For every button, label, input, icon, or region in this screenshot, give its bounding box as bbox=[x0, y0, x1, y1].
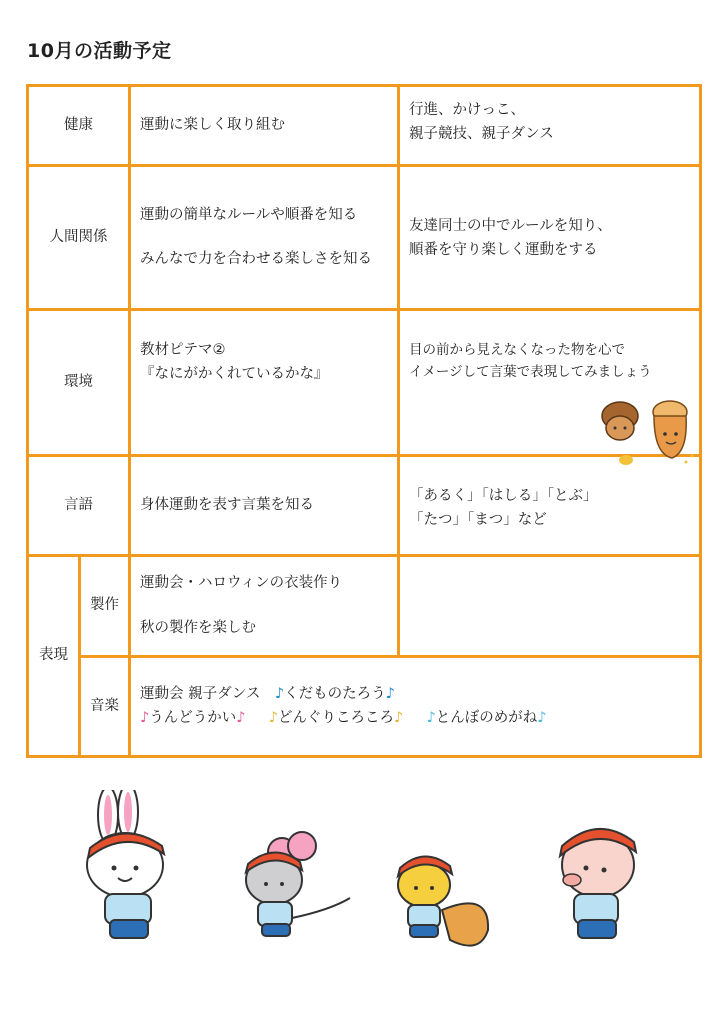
pig-icon bbox=[560, 829, 636, 938]
aim-seisaku bbox=[130, 556, 399, 657]
song-donguri: どんぐりころころ bbox=[278, 709, 395, 726]
music-note-icon: ♪ bbox=[268, 709, 279, 726]
music-note-icon: ♪ bbox=[274, 685, 285, 702]
category-ningen: 人間関係 bbox=[28, 166, 130, 310]
aim-gengo: 身体運動を表す言葉を知る bbox=[130, 456, 399, 556]
music-note-icon: ♪ bbox=[385, 685, 395, 702]
activity-ningen-line1: 友達同士の中でルールを知り、 bbox=[409, 217, 612, 234]
song-tonbo: とんぼのめがね bbox=[435, 709, 538, 726]
category-kankyou: 環境 bbox=[28, 310, 130, 456]
music-note-icon: ♪ bbox=[140, 709, 150, 726]
song-kudamonotarou: くだものたろう bbox=[284, 685, 386, 702]
row-ongaku bbox=[28, 657, 701, 757]
category-gengo: 言語 bbox=[28, 456, 130, 556]
activity-gengo-line2: 「たつ」「まつ」など bbox=[409, 511, 547, 528]
activity-kenkou-line1: 行進、かけっこ、 bbox=[409, 102, 525, 118]
aim-ningen-line1: 運動の簡単なルールや順番を知る bbox=[140, 206, 358, 223]
song-undoukai: うんどうかい bbox=[149, 709, 237, 726]
music-note-icon: ♪ bbox=[236, 709, 246, 726]
music-line1 bbox=[140, 683, 699, 707]
music-list bbox=[130, 657, 701, 757]
category-kenkou: 健康 bbox=[28, 86, 130, 166]
aim-kankyou-line1: 教材ピテマ② bbox=[140, 342, 226, 358]
aim-kankyou-line2: 『なにがかくれているかな』 bbox=[140, 365, 329, 382]
activity-seisaku-empty bbox=[399, 556, 701, 657]
music-note-icon: ♪ bbox=[394, 709, 404, 726]
acorn-illustration bbox=[598, 392, 698, 474]
aim-ningen-line2: みんなで力を合わせる楽しさを知る bbox=[140, 250, 372, 267]
aim-kenkou: 運動に楽しく取り組む bbox=[130, 86, 399, 166]
music-line2 bbox=[140, 707, 699, 731]
row-kenkou bbox=[28, 86, 701, 166]
subcategory-ongaku: 音楽 bbox=[80, 657, 130, 757]
activity-kankyou-line2: イメージして言葉で表現してみましょう bbox=[409, 364, 652, 381]
activity-ningen-line2: 順番を守り楽しく運動をする bbox=[409, 241, 598, 258]
row-seisaku bbox=[28, 556, 701, 657]
activity-kenkou bbox=[399, 86, 701, 166]
activity-ningen bbox=[399, 166, 701, 310]
page-title: 10月の活動予定 bbox=[27, 40, 172, 62]
row-ningen bbox=[28, 166, 701, 310]
music-note-icon: ♪ bbox=[537, 709, 547, 726]
squirrel-icon bbox=[398, 856, 488, 945]
activity-gengo-line1: 「あるく」「はしる」「とぶ」 bbox=[409, 487, 598, 504]
aim-kankyou bbox=[130, 310, 399, 456]
aim-seisaku-line1: 運動会・ハロウィンの衣装作り bbox=[140, 574, 343, 591]
running-animals-illustration bbox=[70, 790, 670, 970]
music-line1-prefix: 運動会 親子ダンス bbox=[140, 685, 275, 702]
rabbit-icon bbox=[87, 790, 164, 938]
mouse-icon bbox=[246, 832, 350, 936]
subcategory-seisaku: 製作 bbox=[80, 556, 130, 657]
aim-seisaku-line2: 秋の製作を楽しむ bbox=[140, 619, 256, 636]
aim-ningen bbox=[130, 166, 399, 310]
activity-kankyou-line1: 目の前から見えなくなった物を心で bbox=[409, 342, 625, 358]
category-hyougen: 表現 bbox=[28, 556, 80, 757]
activity-kenkou-line2: 親子競技、親子ダンス bbox=[409, 125, 554, 142]
music-note-icon: ♪ bbox=[426, 709, 436, 726]
